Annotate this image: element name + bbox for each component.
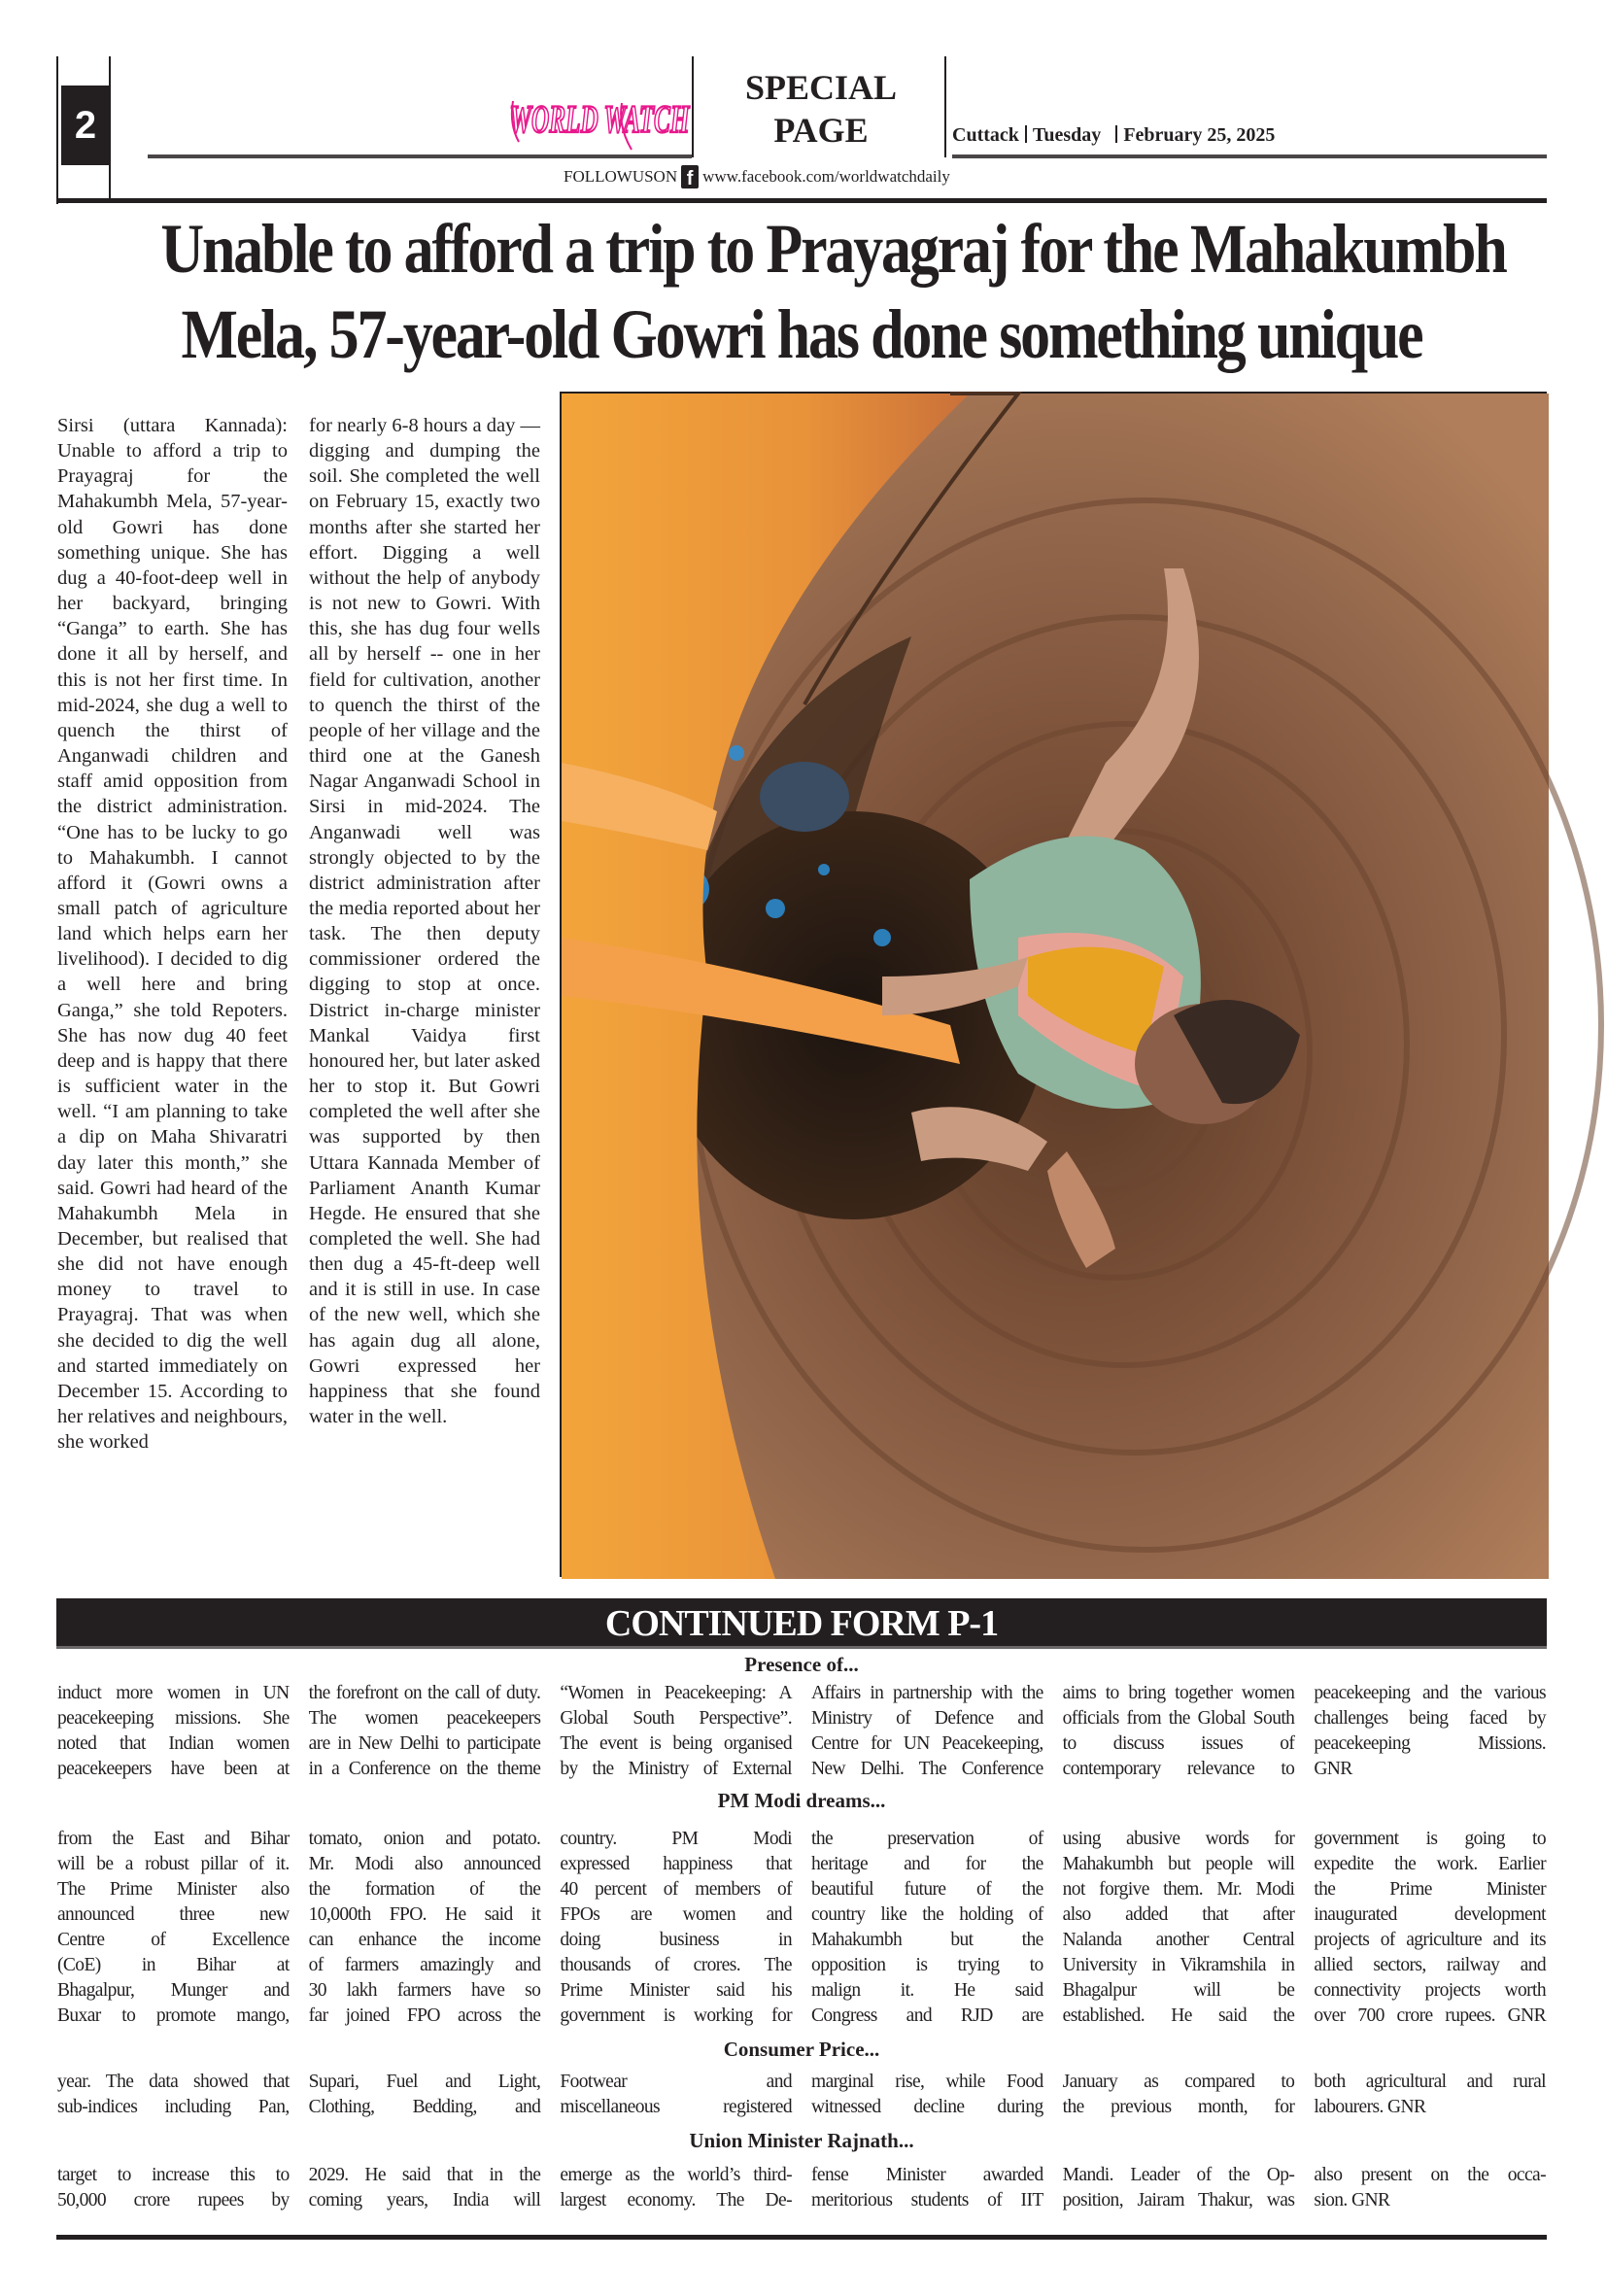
text-line: over 700 crore rupees. GNR [1314,2005,1546,2026]
text-line: the previous month, for [1062,2097,1295,2117]
text-line: GNR [1314,1759,1352,1779]
text-line: 40 percent of members of [560,1879,792,1900]
text-line: country like the holding of [811,1904,1043,1925]
article-column-2 [309,413,540,1429]
text-line: the preservation of [811,1829,1043,1849]
text-line: Mr. Modi also announced [308,1854,541,1874]
masthead-divider-1 [692,56,694,157]
text-line: from the East and Bihar [57,1829,290,1849]
text-line: sion. GNR [1314,2190,1390,2210]
text-line: officials from the Global South [1062,1708,1295,1729]
page-number: 2 [61,86,110,165]
text-line: using abusive words for [1062,1829,1295,1849]
well-photo-illustration [562,394,1549,1579]
text-line: noted that Indian women [57,1733,290,1754]
continued-column [560,2070,792,2120]
continued-column [811,1827,1043,2029]
follow-us [564,165,950,188]
continued-section-presence [57,1681,1546,1782]
text-line: Mahakumbh but people will [1062,1854,1295,1874]
text-line: January as compared to [1062,2072,1295,2092]
text-line: Ministry of Defence and [811,1708,1043,1729]
dateline-city: Cuttack [952,124,1019,146]
text-line: Nalanda another Central [1062,1930,1295,1950]
text-line: will be a robust pillar of it. [57,1854,290,1874]
text-line: position, Jairam Thakur, was [1062,2190,1295,2210]
headline [56,206,1547,387]
text-line: 2029. He said that in the [308,2165,541,2185]
text-line: The women peacekeepers [308,1708,541,1729]
continued-column [57,2163,290,2213]
text-line: Mandi. Leader of the Op- [1062,2165,1295,2185]
text-line: malign it. He said [811,1980,1043,2001]
continued-column [560,1681,792,1782]
continued-column [57,1827,290,2029]
masthead [0,0,1607,204]
text-line: year. The data showed that [57,2072,290,2092]
continued-column [811,1681,1043,1782]
masthead-rule-left [148,154,692,158]
text-line: not forgive them. Mr. Modi [1062,1879,1295,1900]
text-line: Mahakumbh but the [811,1930,1043,1950]
text-line: induct more women in UN [57,1683,290,1703]
continued-column [57,2070,290,2120]
text-line: Congress and RJD are [811,2005,1043,2026]
masthead-divider-2 [944,56,946,157]
text-line: the Prime Minister [1314,1879,1546,1900]
text-line: University in Vikramshila in [1062,1955,1295,1975]
text-line: The Prime Minister also [57,1879,290,1900]
text-line: expressed happiness that [560,1854,792,1874]
continued-column [309,1681,541,1782]
text-line: “Women in Peacekeeping: A [560,1683,792,1703]
text-line: 30 lakh farmers have so [308,1980,541,2001]
text-line: Bhagalpur will be [1062,1980,1295,2001]
continued-column [1063,1681,1295,1782]
text-line: country. PM Modi [560,1829,792,1849]
text-line: connectivity projects worth [1314,1980,1546,2001]
text-line: the forefront on the call of duty. [308,1683,541,1703]
text-line: to discuss issues of [1062,1733,1295,1754]
text-line: peacekeeping Missions. [1314,1733,1546,1754]
continued-banner: CONTINUED FORM P-1 [56,1598,1547,1649]
text-line: established. He said the [1062,2005,1295,2026]
text-line: New Delhi. The Conference [811,1759,1043,1779]
continued-column [1063,2163,1295,2213]
section-label [719,66,923,152]
text-line: peacekeeping and the various [1314,1683,1546,1703]
headline-line1: Unable to afford a trip to Prayagraj for the Mahakumbh [160,210,1506,288]
text-line: coming years, India will [308,2190,541,2210]
continued-column [811,2163,1043,2213]
text-line: Buxar to promote mango, [57,2005,290,2026]
text-line: also added that after [1062,1904,1295,1925]
text-line: Prime Minister said his [560,1980,792,2001]
text-line: peacekeepers have been at [57,1759,290,1779]
text-line: contemporary relevance to [1062,1759,1295,1779]
continued-column [309,2070,541,2120]
text-line: also present on the occa- [1314,2165,1546,2185]
text-line: the formation of the [308,1879,541,1900]
text-line: sub-indices including Pan, [57,2097,290,2117]
continued-column [1063,1827,1295,2029]
continued-column [1314,1827,1546,2029]
text-line: Clothing, Bedding, and [308,2097,541,2117]
text-line: projects of agriculture and its [1314,1930,1546,1950]
logo-wordmark: WORLD WATCH [509,97,691,141]
section-label-line1: SPECIAL [744,68,898,107]
text-line: challenges being faced by [1314,1708,1546,1729]
text-line: allied sectors, railway and [1314,1955,1546,1975]
facebook-icon[interactable]: f [681,165,699,188]
text-line: (CoE) in Bihar at [57,1955,290,1975]
continued-section-consumer-price [57,2070,1546,2120]
dateline-separator [1025,125,1027,143]
text-line: inaugurated development [1314,1904,1546,1925]
article-text: for nearly 6-8 hours a day — digging and dumping the soil. She completed the well on February 15, exactly two months after she started her effort. Digging a well without the help of anybody is not new to Gowri. With this, she has dug four wells all by herself -- one in her field for cultivation, another to quench the thirst of the people of her village and the third one at the Ganesh Nagar Anganwadi School in Sirsi in mid-2024. The Anganwadi well was strongly objected to by the district administration after the media reported about her task. The then deputy commissioner ordered the digging to stop at once. District in-charge minister Mankal Vaidya first honoured her, but later asked her to stop it. But Gowri completed the well after she was supported by then Uttara Kannada Member of Parliament Ananth Kumar Hegde. He ensured that she completed the well. She had then dug a 45-ft-deep well and it is still in use. In case of the new well, which she has again dug all alone, Gowri expressed her happiness that she found water in the well. [309,415,540,1428]
continued-column [1063,2070,1295,2120]
text-line: peacekeeping missions. She [57,1708,290,1729]
continued-column [57,1681,290,1782]
masthead-bottom-rule [56,198,1547,203]
text-line: Centre of Excellence [57,1930,290,1950]
text-line: fense Minister awarded [811,2165,1043,2185]
text-line: 50,000 crore rupees by [57,2190,290,2210]
dateline-date: February 25, 2025 [1123,124,1276,146]
continued-column [309,2163,541,2213]
text-line: beautiful future of the [811,1879,1043,1900]
text-line: miscellaneous registered [560,2097,792,2117]
continued-column [1314,2163,1546,2213]
continued-column [560,2163,792,2213]
text-line: aims to bring together women [1062,1683,1295,1703]
text-line: far joined FPO across the [308,2005,541,2026]
text-line: tomato, onion and potato. [308,1829,541,1849]
text-line: emerge as the world’s third- [560,2165,792,2185]
text-line: announced three new [57,1904,290,1925]
text-line: opposition is trying to [811,1955,1043,1975]
follow-label: FOLLOWUSON [564,167,678,186]
article-text: Sirsi (uttara Kannada): Unable to afford a trip to Prayagraj for the Mahakumbh Mela, 57-year-old Gowri has done something unique. She has dug a 40-foot-deep well in her backyard, bringing “Ganga” to earth. She has done it all by herself, and this is not her first time. In mid-2024, she dug a well to quench the thirst of Anganwadi children and staff amid opposition from the district administration. “One has to be lucky to go to Mahakumbh. I cannot afford it (Gowri owns a small patch of agriculture land which helps earn her livelihood). I decided to dig a well here and bring Ganga,” she told Repoters. She has now dug 40 feet deep and is happy that there is sufficient water in the well. “I am planning to take a dip on Maha Shivaratri day later this month,” she said. Gowri had heard of the Mahakumbh Mela in December, but realised that she did not have enough money to travel to Prayagraj. That was when she decided to dig the well and started immediately on December 15. According to her relatives and neighbours, she worked [57,415,288,1454]
headline-line2: Mela, 57-year-old Gowri has done something unique [181,295,1422,373]
text-line: Centre for UN Peacekeeping, [811,1733,1043,1754]
dateline-day: Tuesday [1032,124,1102,146]
text-line: both agricultural and rural [1314,2072,1546,2092]
text-line: can enhance the income [308,1930,541,1950]
text-line: Affairs in partnership with the [811,1683,1043,1703]
text-line: in a Conference on the theme [308,1759,541,1779]
section-label-line2: PAGE [773,111,869,150]
continued-column [560,1827,792,2029]
continued-subhead: PM Modi dreams... [717,1789,886,1812]
text-line: of farmers amazingly and [308,1955,541,1975]
text-line: The event is being organised [560,1733,792,1754]
article-column-1 [57,413,288,1455]
text-line: witnessed decline during [811,2097,1043,2117]
text-line: doing business in [560,1930,792,1950]
continued-column [1314,1681,1546,1782]
text-line: target to increase this to [57,2165,290,2185]
text-line: are in New Delhi to participate [308,1733,541,1754]
text-line: Bhagalpur, Munger and [57,1980,290,2001]
text-line: government is going to [1314,1829,1546,1849]
dateline-separator [1115,125,1117,143]
continued-column [309,1827,541,2029]
page-bottom-rule [56,2235,1547,2240]
continued-subhead: Presence of... [744,1653,859,1676]
text-line: by the Ministry of External [560,1759,792,1779]
text-line: largest economy. The De- [560,2190,792,2210]
text-line: Supari, Fuel and Light, [308,2072,541,2092]
continued-section-pm-modi [57,1827,1546,2029]
masthead-rule-right [952,154,1547,158]
text-line: 10,000th FPO. He said it [308,1904,541,1925]
text-line: thousands of crores. The [560,1955,792,1975]
text-line: labourers. GNR [1314,2097,1426,2117]
facebook-link[interactable]: www.facebook.com/worldwatchdaily [702,167,950,186]
continued-column [811,2070,1043,2120]
text-line: FPOs are women and [560,1904,792,1925]
text-line: government is working for [560,2005,792,2026]
text-line: heritage and for the [811,1854,1043,1874]
text-line: marginal rise, while Food [811,2072,1043,2092]
dateline [952,124,1275,147]
continued-subhead: Union Minister Rajnath... [689,2129,914,2152]
world-watch-logo [507,86,692,155]
masthead-left-rule [56,56,58,204]
text-line: Footwear and [560,2072,792,2092]
continued-column [1314,2070,1546,2120]
text-line: expedite the work. Earlier [1314,1854,1546,1874]
continued-section-rajnath [57,2163,1546,2213]
text-line: meritorious students of IIT [811,2190,1043,2210]
article-photo [560,392,1547,1577]
text-line: Global South Perspective”. [560,1708,792,1729]
continued-subhead: Consumer Price... [723,2038,880,2061]
